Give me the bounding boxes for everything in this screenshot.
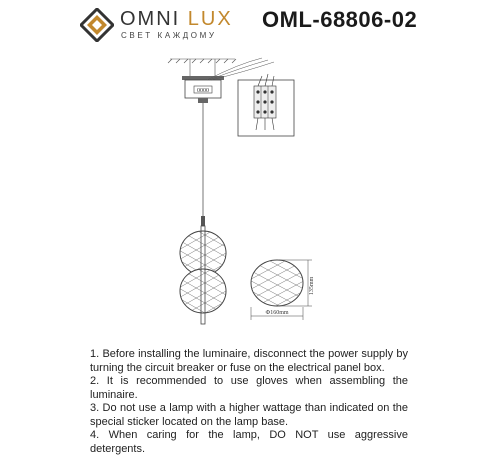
- height-dimension-label: 135mm: [309, 276, 315, 296]
- ceiling-line: [168, 59, 236, 63]
- brand-name: [120, 8, 260, 31]
- technical-drawing: [0, 50, 500, 340]
- brand-name-lux: LUX: [187, 8, 233, 30]
- brand-tagline: СВЕТ КАЖДОМУ: [121, 31, 217, 40]
- instruction-1: 1. Before installing the luminaire, disconnect the power supply by turning the circuit breaker or fuse on the electrical panel box.: [90, 348, 408, 374]
- instruction-4: 4. When caring for the lamp, DO NOT use aggressive detergents.: [90, 429, 408, 455]
- canopy-label: 0000: [197, 88, 209, 94]
- width-dimension-label: Ф160mm: [265, 310, 289, 316]
- globe-dimension-view: [240, 235, 315, 335]
- brand-logo: [80, 6, 250, 46]
- ceiling-canopy: [182, 76, 224, 103]
- brand-name-omni: OMNI: [120, 8, 181, 30]
- diamond-logo-icon: [80, 8, 114, 42]
- safety-instructions: [90, 348, 408, 456]
- instruction-2: 2. It is recommended to use gloves when assembling the luminaire.: [90, 375, 408, 401]
- instruction-3: 3. Do not use a lamp with a higher wattage than indicated on the special sticker located on the lamp base.: [90, 402, 408, 428]
- model-number: OML-68806-02: [262, 7, 418, 32]
- wiring-lines: [207, 58, 274, 80]
- terminal-block-detail: [238, 74, 294, 136]
- cable-clamp: [201, 216, 205, 226]
